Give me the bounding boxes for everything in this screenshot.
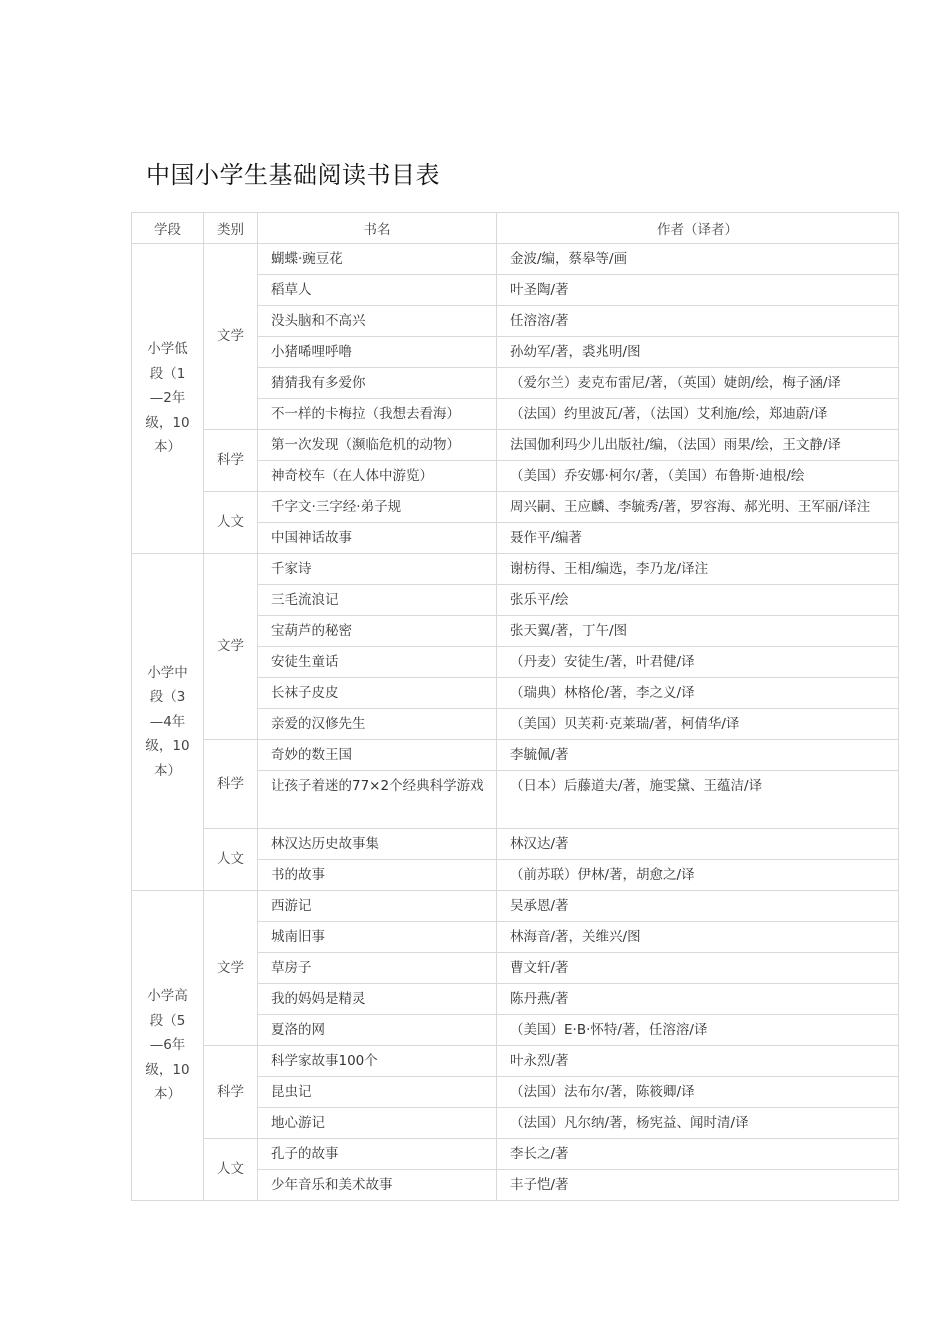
table-row [132, 430, 899, 461]
author-cell: 李毓佩/著 [497, 740, 899, 771]
author-cell: 丰子恺/著 [497, 1170, 899, 1201]
author-cell: （美国）贝芙莉·克莱瑞/著，柯倩华/译 [497, 709, 899, 740]
category-cell: 科学 [204, 740, 258, 829]
header-author: 作者（译者） [497, 213, 899, 244]
book-title-cell: 地心游记 [258, 1108, 497, 1139]
category-cell: 文学 [204, 244, 258, 430]
page-title: 中国小学生基础阅读书目表 [146, 161, 440, 189]
category-cell: 文学 [204, 554, 258, 740]
category-cell: 人文 [204, 492, 258, 554]
book-title-cell: 书的故事 [258, 860, 497, 891]
book-title-cell: 稻草人 [258, 275, 497, 306]
author-cell: 曹文轩/著 [497, 953, 899, 984]
book-title-cell: 孔子的故事 [258, 1139, 497, 1170]
category-cell: 文学 [204, 891, 258, 1046]
author-cell: 叶圣陶/著 [497, 275, 899, 306]
book-title-cell: 安徒生童话 [258, 647, 497, 678]
author-cell: 林汉达/著 [497, 829, 899, 860]
category-cell: 科学 [204, 430, 258, 492]
stage-label: 小学低段（1—2年级，10本） [145, 341, 190, 456]
header-category: 类别 [204, 213, 258, 244]
author-cell: （爱尔兰）麦克布雷尼/著，（英国）婕朗/绘，梅子涵/译 [497, 368, 899, 399]
book-title-cell: 科学家故事100个 [258, 1046, 497, 1077]
author-cell: 聂作平/编著 [497, 523, 899, 554]
author-cell: （前苏联）伊林/著，胡愈之/译 [497, 860, 899, 891]
author-cell: （丹麦）安徒生/著，叶君健/译 [497, 647, 899, 678]
book-title-cell: 第一次发现（濒临危机的动物） [258, 430, 497, 461]
book-title-cell: 猜猜我有多爱你 [258, 368, 497, 399]
author-cell: 叶永烈/著 [497, 1046, 899, 1077]
stage-cell [132, 891, 204, 1201]
header-book: 书名 [258, 213, 497, 244]
book-title-cell: 西游记 [258, 891, 497, 922]
author-cell: 李长之/著 [497, 1139, 899, 1170]
table-row [132, 554, 899, 585]
book-title-cell: 长袜子皮皮 [258, 678, 497, 709]
author-cell: （美国）E·B·怀特/著，任溶溶/译 [497, 1015, 899, 1046]
book-title-cell: 小猪唏哩呼噜 [258, 337, 497, 368]
book-title-cell: 中国神话故事 [258, 523, 497, 554]
author-cell: 林海音/著，关维兴/图 [497, 922, 899, 953]
table-row [132, 244, 899, 275]
book-title-cell: 奇妙的数王国 [258, 740, 497, 771]
book-title-cell: 夏洛的网 [258, 1015, 497, 1046]
category-cell: 人文 [204, 829, 258, 891]
stage-cell [132, 554, 204, 891]
book-title-cell: 神奇校车（在人体中游览） [258, 461, 497, 492]
book-title-cell: 城南旧事 [258, 922, 497, 953]
header-stage: 学段 [132, 213, 204, 244]
author-cell: （法国）凡尔纳/著，杨宪益、闻时清/译 [497, 1108, 899, 1139]
table-body [132, 244, 899, 1201]
reading-list-table [131, 212, 899, 1201]
author-cell: 谢枋得、王相/编选，李乃龙/译注 [497, 554, 899, 585]
book-title-cell: 草房子 [258, 953, 497, 984]
table-row [132, 1139, 899, 1170]
book-title-cell: 昆虫记 [258, 1077, 497, 1108]
book-title-cell: 少年音乐和美术故事 [258, 1170, 497, 1201]
book-title-cell: 不一样的卡梅拉（我想去看海） [258, 399, 497, 430]
author-cell: 任溶溶/著 [497, 306, 899, 337]
author-cell: 吴承恩/著 [497, 891, 899, 922]
stage-cell [132, 244, 204, 554]
author-cell: （法国）法布尔/著，陈筱卿/译 [497, 1077, 899, 1108]
author-cell: 张乐平/绘 [497, 585, 899, 616]
author-cell: （日本）后藤道夫/著，施雯黛、王蕴洁/译 [497, 771, 899, 829]
author-cell: 孙幼军/著，裘兆明/图 [497, 337, 899, 368]
author-cell: 陈丹燕/著 [497, 984, 899, 1015]
table-row [132, 829, 899, 860]
book-title-cell: 千字文·三字经·弟子规 [258, 492, 497, 523]
book-title-cell: 三毛流浪记 [258, 585, 497, 616]
category-cell: 人文 [204, 1139, 258, 1201]
table-header-row [132, 213, 899, 244]
author-cell: 金波/编，蔡皋等/画 [497, 244, 899, 275]
stage-label: 小学中段（3—4年级，10本） [145, 664, 190, 779]
stage-label: 小学高段（5—6年级，10本） [145, 988, 190, 1103]
author-cell: 周兴嗣、王应麟、李毓秀/著，罗容海、郝光明、王军丽/译注 [497, 492, 899, 523]
table-row [132, 740, 899, 771]
book-title-cell: 林汉达历史故事集 [258, 829, 497, 860]
author-cell: 法国伽利玛少儿出版社/编，（法国）雨果/绘，王文静/译 [497, 430, 899, 461]
author-cell: （瑞典）林格伦/著，李之义/译 [497, 678, 899, 709]
table-row [132, 1046, 899, 1077]
book-title-cell: 我的妈妈是精灵 [258, 984, 497, 1015]
category-cell: 科学 [204, 1046, 258, 1139]
book-title-cell: 让孩子着迷的77×2个经典科学游戏 [258, 771, 497, 829]
table-row [132, 891, 899, 922]
book-title-cell: 宝葫芦的秘密 [258, 616, 497, 647]
table-row [132, 492, 899, 523]
book-title-cell: 千家诗 [258, 554, 497, 585]
author-cell: 张天翼/著，丁午/图 [497, 616, 899, 647]
book-title-cell: 没头脑和不高兴 [258, 306, 497, 337]
book-title-cell: 蝴蝶·豌豆花 [258, 244, 497, 275]
author-cell: （美国）乔安娜·柯尔/著，（美国）布鲁斯·迪根/绘 [497, 461, 899, 492]
book-title-cell: 亲爱的汉修先生 [258, 709, 497, 740]
author-cell: （法国）约里波瓦/著，（法国）艾利施/绘，郑迪蔚/译 [497, 399, 899, 430]
